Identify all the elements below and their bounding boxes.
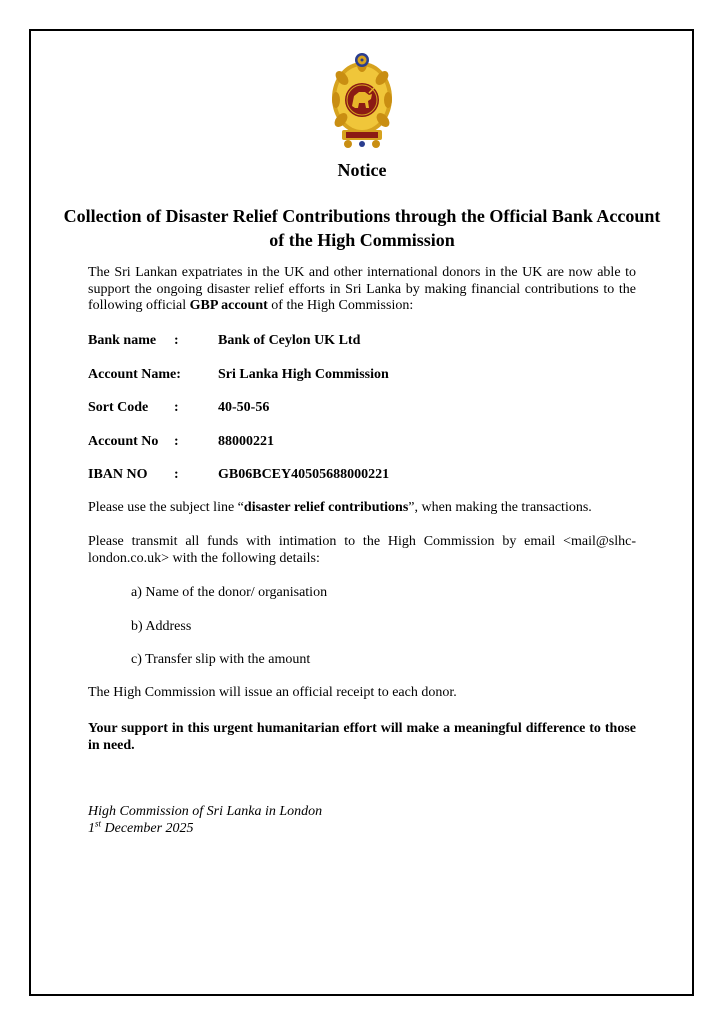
list-item: b) Address [131,619,192,634]
notice-title: Notice [337,160,387,180]
list-item: a) Name of the donor/ organisation [131,585,328,600]
detail-colon: : [174,333,179,348]
detail-label: IBAN NO [88,467,148,482]
intro-bold: GBP account [189,298,268,313]
transmit-paragraph: Please transmit all funds with intimation to the High Commission by email <mail@slhc-london.co.uk> with the following details: [88,534,636,566]
detail-colon: : [174,400,179,415]
detail-label: Account No [88,434,159,449]
date-day: 1 [88,821,95,836]
intro-text-end: of the High Commission: [267,298,414,313]
detail-label: Account Name: [88,367,181,382]
detail-colon: : [174,467,179,482]
sri-lanka-national-emblem-icon [328,50,396,150]
intro-text: The Sri Lankan expatriates in the UK and other international donors in the UK are now able to support the ongoing disaster relief efforts in Sri Lanka by making financial contributions to the following official [88,265,636,313]
signoff-org: High Commission of Sri Lanka in London [88,804,323,819]
subject-text-end: ”, when making the transactions. [408,500,592,515]
detail-value: GB06BCEY40505688000221 [218,467,390,482]
detail-value: 88000221 [218,434,274,449]
intro-paragraph [88,265,636,315]
detail-value: Sri Lanka High Commission [218,367,389,382]
receipt-paragraph: The High Commission will issue an official receipt to each donor. [88,685,457,700]
detail-value: 40-50-56 [218,400,270,415]
subject-text: Please use the subject line “ [88,500,244,515]
detail-value: Bank of Ceylon UK Ltd [218,333,361,348]
detail-label: Sort Code [88,400,149,415]
support-paragraph: Your support in this urgent humanitarian effort will make a meaningful difference to those in need. [88,721,636,753]
main-title: Collection of Disaster Relief Contributions through the Official Bank Account of the High Commission [63,206,661,250]
date-suffix: st [95,818,102,829]
subject-bold: disaster relief contributions [243,500,409,515]
date-rest: December 2025 [101,821,194,836]
subject-line-paragraph [88,500,636,517]
detail-label: Bank name [88,333,157,348]
detail-colon: : [174,434,179,449]
signoff-date [88,818,194,837]
list-item: c) Transfer slip with the amount [131,652,311,667]
